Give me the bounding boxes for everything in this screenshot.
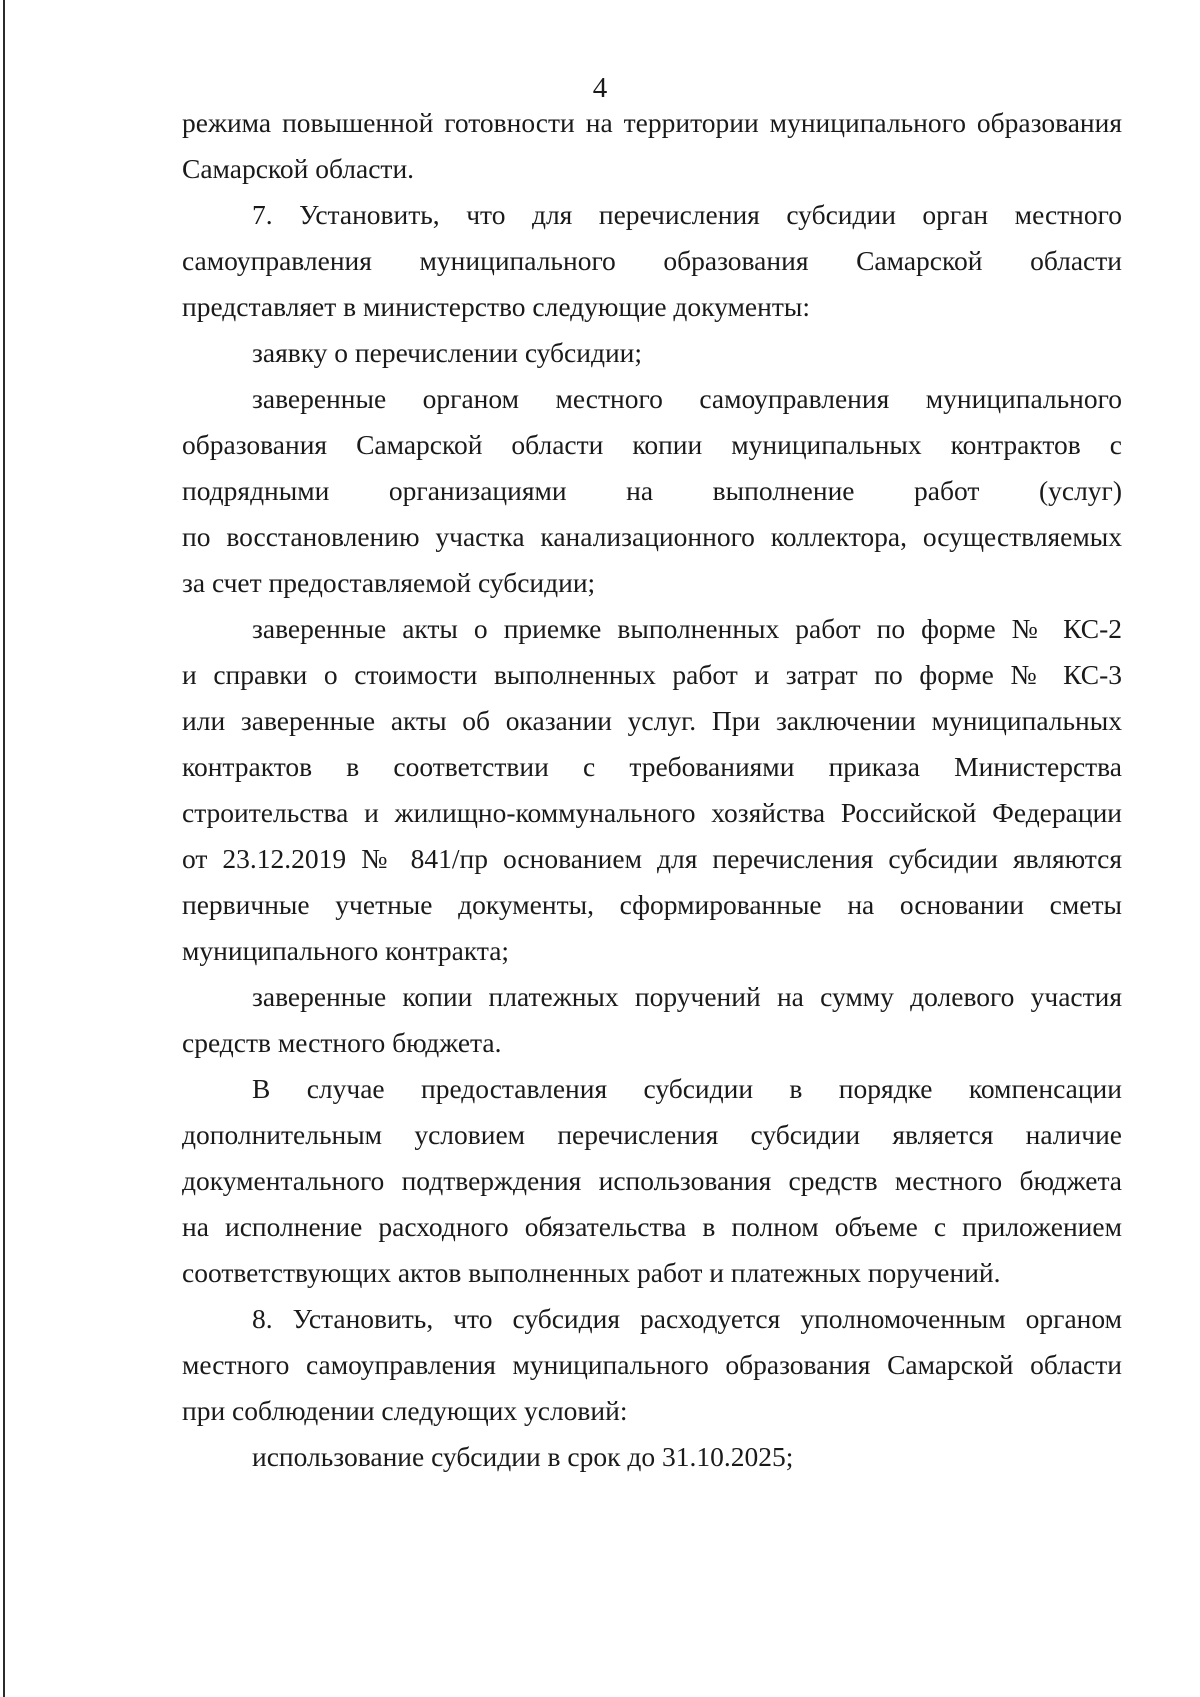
text-line-28: местного самоуправления муниципального образования Самарской области xyxy=(182,1349,1122,1380)
text-line-29: при соблюдении следующих условий: xyxy=(182,1395,628,1426)
text-line-13: и справки о стоимости выполненных работ и затрат по форме № КС-3 xyxy=(182,659,1122,690)
text-line-24: документального подтверждения использования средств местного бюджета xyxy=(182,1165,1122,1196)
text-line-10: по восстановлению участка канализационного коллектора, осуществляемых xyxy=(182,521,1122,552)
text-line-7: заверенные органом местного самоуправления муниципального xyxy=(252,383,1122,414)
text-line-27: 8. Установить, что субсидия расходуется уполномоченным органом xyxy=(252,1303,1122,1334)
text-line-8: образования Самарской области копии муниципальных контрактов с xyxy=(182,429,1122,460)
page-number: 4 xyxy=(592,72,608,104)
text-line-4: самоуправления муниципального образования Самарской области xyxy=(182,245,1122,276)
text-line-25: на исполнение расходного обязательства в полном объеме с приложением xyxy=(182,1211,1122,1242)
text-line-23: дополнительным условием перечисления субсидии является наличие xyxy=(182,1119,1122,1150)
text-line-1: режима повышенной готовности на территории муниципального образования xyxy=(182,107,1122,138)
text-line-30: использование субсидии в срок до 31.10.2025; xyxy=(252,1441,794,1472)
text-line-15: контрактов в соответствии с требованиями приказа Министерства xyxy=(182,751,1122,782)
text-line-17: от 23.12.2019 № 841/пр основанием для перечисления субсидии являются xyxy=(182,843,1122,874)
text-line-12: заверенные акты о приемке выполненных работ по форме № КС-2 xyxy=(252,613,1122,644)
text-line-11: за счет предоставляемой субсидии; xyxy=(182,567,596,598)
text-line-21: средств местного бюджета. xyxy=(182,1027,502,1058)
text-line-16: строительства и жилищно-коммунального хозяйства Российской Федерации xyxy=(182,797,1122,828)
text-line-5: представляет в министерство следующие документы: xyxy=(182,291,810,322)
text-line-22: В случае предоставления субсидии в порядке компенсации xyxy=(252,1073,1122,1104)
text-line-18: первичные учетные документы, сформированные на основании сметы xyxy=(182,889,1122,920)
text-line-2: Самарской области. xyxy=(182,153,415,184)
text-line-3: 7. Установить, что для перечисления субсидии орган местного xyxy=(252,199,1122,230)
page-left-edge xyxy=(3,0,5,1697)
text-line-14: или заверенные акты об оказании услуг. При заключении муниципальных xyxy=(182,705,1122,736)
text-line-20: заверенные копии платежных поручений на сумму долевого участия xyxy=(252,981,1122,1012)
text-line-9: подрядными организациями на выполнение работ (услуг) xyxy=(182,475,1122,506)
text-line-26: соответствующих актов выполненных работ и платежных поручений. xyxy=(182,1257,1001,1288)
text-line-19: муниципального контракта; xyxy=(182,935,510,966)
text-line-6: заявку о перечислении субсидии; xyxy=(252,337,643,368)
